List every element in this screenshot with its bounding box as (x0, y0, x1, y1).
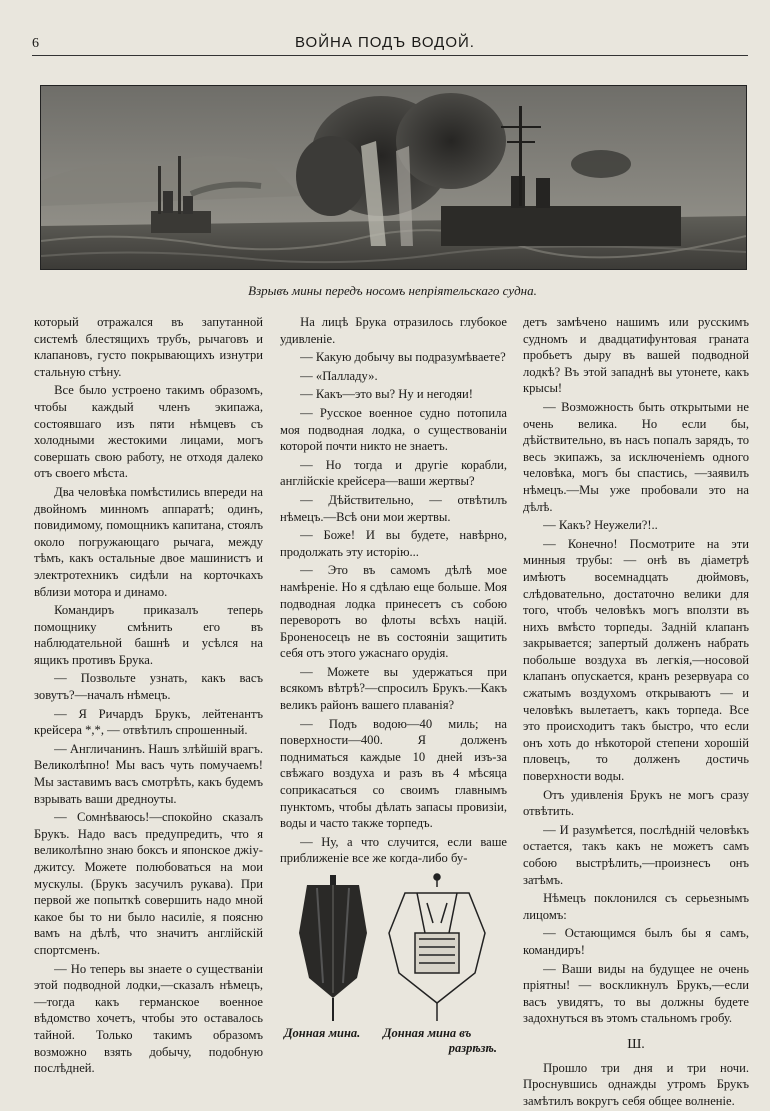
mine-caption-right-line1: Донная мина въ (383, 1026, 472, 1040)
paragraph: Все было устроено такимъ образомъ, чтобы каждый членъ экипажа, состоявшаго изъ пяти нѣмцевъ съ холодными жестокими лицами, могъ совершать свою работу, не отходя далеко отъ своего мѣста. (34, 383, 263, 481)
mine-caption-right (383, 1026, 503, 1056)
paragraph: Отъ удивленія Брукъ не могъ сразу отвѣтить. (523, 787, 749, 819)
bottom-mine-icon (299, 875, 367, 1021)
paragraph: — Дѣйствительно, — отвѣтилъ нѣмецъ.—Всѣ они мои жертвы. (280, 492, 507, 524)
paragraph: — Я Ричардъ Брукъ, лейтенантъ крейсера *,*, — отвѣтилъ спрошенный. (34, 706, 263, 738)
paragraph: На лицѣ Брука отразилось глубокое удивленіе. (280, 315, 507, 346)
paragraph: — Конечно! Посмотрите на эти минныя трубы: — онѣ въ діаметрѣ имѣютъ восемнадцать дюймовъ, слѣдовательно, достаточно велики для того, чтобъ человѣкъ могъ вползти въ нихъ вмѣсто торпеды. Задній клапанъ закрывается; запертый долженъ набрать побольше воздуха въ легкія,—носовой клапанъ опускается, кранъ резервуара со сжатымъ воздухомъ открываютъ — и человѣкъ вылетаетъ, какъ торпеда. Все это происходитъ такъ быстро, что если онъ хоть до нѣкоторой степени хорошій пловецъ, то долженъ достичь поверхности воды. (523, 536, 749, 784)
paragraph: — Какъ? Неужели?!.. (543, 518, 658, 533)
paragraph: — Какую добычу вы подразумѣваете? (300, 350, 506, 365)
mine-caption-left: Донная мина. (284, 1026, 361, 1040)
page-number: 6 (32, 36, 39, 51)
paragraph: — Русское военное судно потопила моя подводная лодка, о существованіи которой почти никто не знаетъ. (280, 405, 507, 454)
paragraph: — Это въ самомъ дѣлѣ мое намѣреніе. Но я сдѣлаю еще больше. Моя подводная лодка принесетъ съ собою переворотъ во флоты всѣхъ націй. Броненосецъ не въ состояніи защитить себя отъ этого ужаснаго орудія. (280, 563, 507, 661)
paragraph: Два человѣка помѣстились впереди на двойномъ минномъ аппаратѣ; одинъ, повидимому, помощникъ капитана, стоялъ около погружающаго рычага, между тѣмъ, какъ остальные двое машинистъ и электротехникъ сидѣли на корточкахъ вблизи мотора и динамо. (34, 484, 263, 599)
paragraph: — Ваши виды на будущее не очень пріятны! — воскликнулъ Брукъ,—если васъ увидятъ, то вы должны будете задохнуться въ этомъ стальномъ гробу. (523, 961, 749, 1026)
mine-illustrations (287, 873, 507, 1023)
battle-scene-drawing (41, 86, 746, 269)
naval-battle-illustration (40, 85, 747, 270)
paragraph: который отражался въ запутанной системѣ блестящихъ трубъ, рычаговъ и клапановъ, густо покрывающихъ изнутри стальную стѣну. (34, 315, 263, 379)
page-header (0, 28, 770, 58)
paragraph: — Сомнѣваюсь!—спокойно сказалъ Брукъ. Надо васъ предупредить, что я великолѣпно знаю боксъ и японское джіу-джитсу. Можете полюбоваться на мои мускулы. (Брукъ засучилъ рукава). При первой же попыткѣ совершить надо мной какое бы то ни было насиліе, я поясню вамъ на дѣлѣ, что значитъ англійскій спортсменъ. (34, 810, 263, 957)
paragraph: — Но теперь вы знаете о существаніи этой подводной лодки,—сказалъ нѣмецъ,—тогда какъ германское военное вѣдомство хочетъ, чтобы это оставалось тайной. Только такимъ образомъ возможно взять добычу, подобную послѣдней. (34, 961, 263, 1076)
paragraph: — Но тогда и другіе корабли, англійскіе крейсера—ваши жертвы? (280, 457, 507, 489)
paragraph: — Англичанинъ. Нашъ злѣйшій врагъ. Великолѣпно! Мы васъ чуть помучаемъ! Мы заставимъ васъ смотрѣть, какъ будемъ взрывать ваши дредноуты. (34, 741, 263, 806)
running-title: ВОЙНА ПОДЪ ВОДОЙ. (295, 34, 475, 51)
paragraph: Прошло три дня и три ночи. Проснувшись однажды утромъ Брукъ замѣтилъ вокругъ себя общее волненіе. (523, 1060, 749, 1108)
paragraph: — Позвольте узнать, какъ васъ зовутъ?—началъ нѣмецъ. (34, 671, 263, 703)
paragraph: — Можете вы удержаться при всякомъ вѣтрѣ?—спросилъ Брукъ.—Какъ великъ районъ вашего плаванія? (280, 664, 507, 713)
paragraph: детъ замѣчено нашимъ или русскимъ судномъ и двадцатифунтовая граната пробьетъ дыру въ вашей подводной лодкѣ? Въ этой западнѣ вы утонете, какъ крысы! (523, 315, 749, 396)
text-column-3 (523, 314, 749, 1111)
section-number: Ш. (627, 1036, 645, 1052)
paragraph: — Какъ—это вы? Ну и негодяи! (300, 387, 473, 402)
figure-caption: Взрывъ мины передъ носомъ непріятельскаго судна. (248, 283, 537, 298)
paragraph: — Подъ водою—40 миль; на поверхности—400. Я долженъ подниматься каждые 10 дней изъ-за свѣжаго воздуха и разъ въ 4 мѣсяца соприкасаться со своимъ главнымъ пунктомъ, чтобы дѣлать запасы провизіи, воды и часто также торпедъ. (280, 716, 507, 831)
paragraph: Нѣмецъ поклонился съ серьезнымъ лицомъ: (523, 891, 749, 922)
paragraph: Командиръ приказалъ теперь помощнику смѣнить его въ наблюдательной башнѣ и усѣлся на ящикъ противъ Брука. (34, 603, 263, 667)
paragraph: — Боже! И вы будете, навѣрно, продолжать эту исторію... (280, 528, 507, 559)
paragraph: — И разумѣется, послѣдній человѣкъ остается, такъ какъ не можетъ самъ собою выстрѣлить,—произнесъ онъ затѣмъ. (523, 822, 749, 887)
mine-cross-section-icon (389, 874, 485, 1021)
header-rule (32, 55, 748, 56)
paragraph: — «Палладу». (300, 368, 378, 383)
sea-mine-drawings (287, 873, 507, 1023)
text-column-1 (34, 314, 263, 1079)
text-column-2 (280, 314, 507, 869)
paragraph: — Остающимся былъ бы я самъ, командиръ! (523, 926, 749, 957)
mine-caption-right-line2: разрѣзѣ. (448, 1041, 497, 1055)
paragraph: — Ну, а что случится, если ваше приближеніе все же когда-либо бу- (280, 834, 507, 866)
paragraph: — Возможность быть открытыми не очень велика. Но если бы, дѣйствительно, въ насъ попалъ зарядъ, то весь экипажъ, за исключеніемъ одного человѣка, могъ бы спастись, —заявилъ нѣмецъ.—Мы уже пробовали это на дѣлѣ. (523, 399, 749, 514)
